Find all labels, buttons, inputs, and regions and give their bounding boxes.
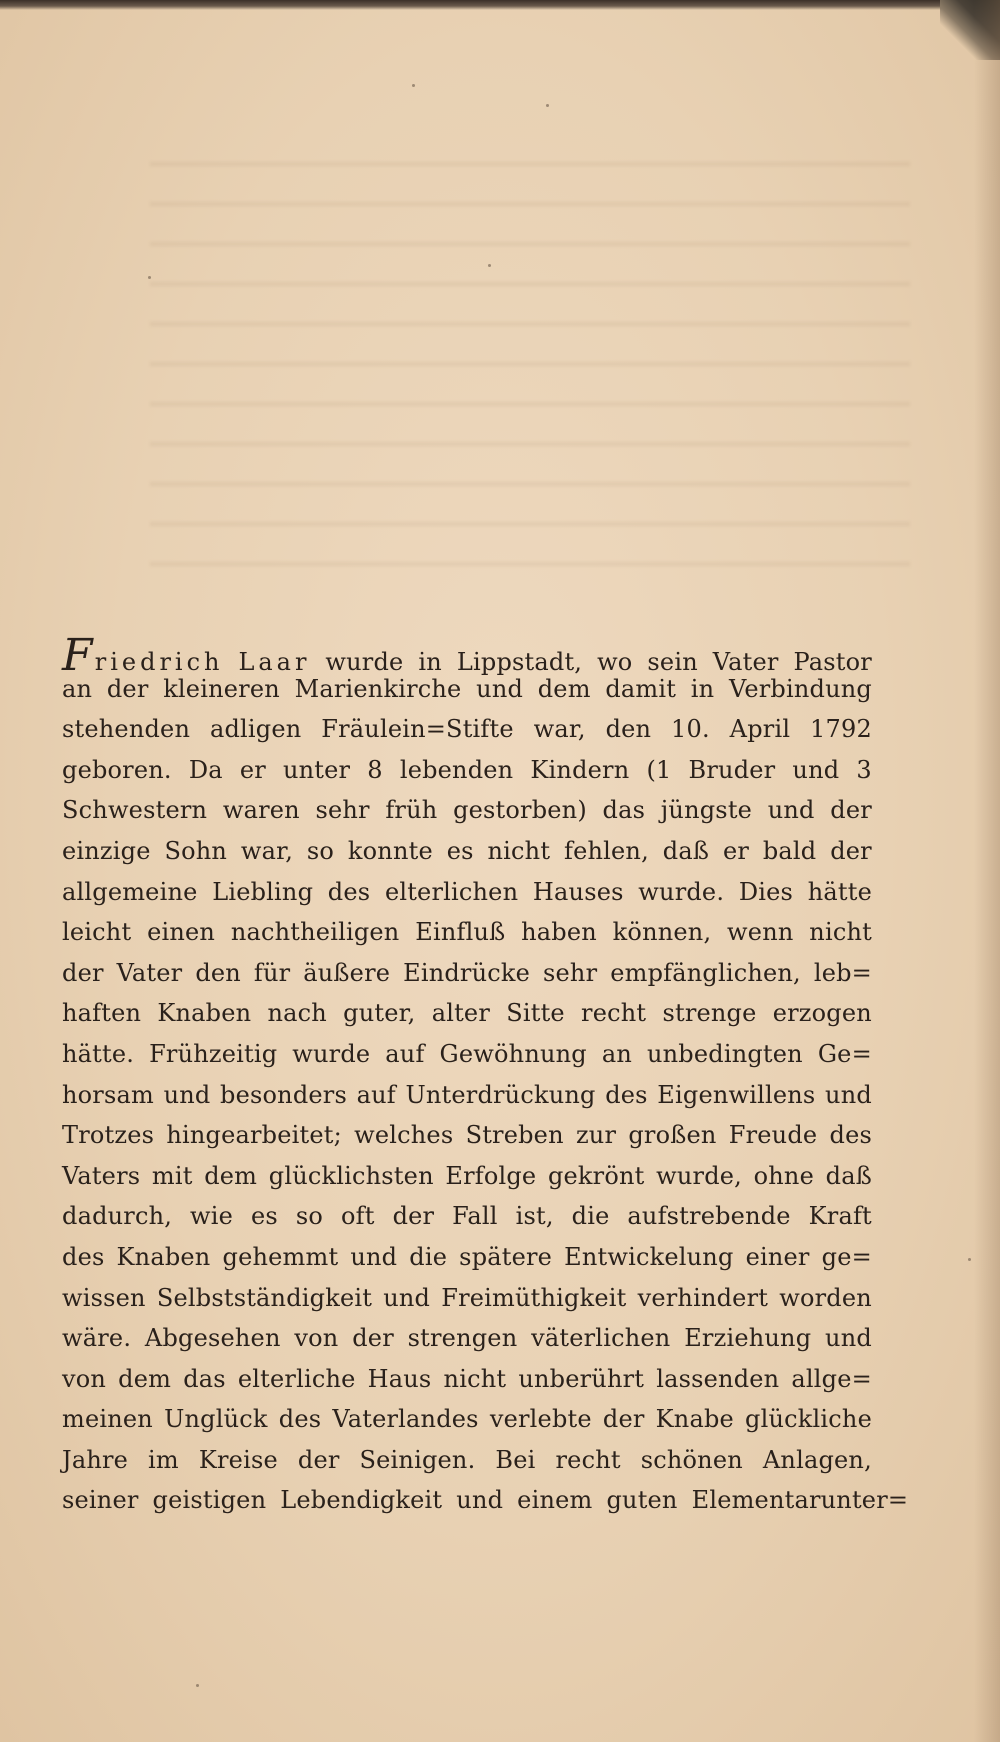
text-word: des — [829, 1121, 872, 1150]
text-word: worden — [779, 1283, 872, 1312]
text-word: Lippstadt, — [456, 648, 583, 676]
body-text — [62, 630, 909, 1527]
text-word: wurde. — [638, 877, 725, 906]
text-word: geistigen — [152, 1486, 267, 1515]
text-word: Bei — [495, 1445, 536, 1474]
text-word: die — [571, 1202, 610, 1231]
text-line — [62, 1365, 872, 1406]
text-line — [62, 1446, 872, 1487]
text-word: daß — [825, 1161, 872, 1190]
text-word: sehr — [543, 958, 598, 987]
text-word: Knaben — [157, 999, 252, 1028]
text-word: strengen — [407, 1324, 518, 1353]
text-word: welches — [354, 1121, 454, 1150]
text-word: konnte — [347, 836, 433, 865]
text-word: Knaben — [116, 1242, 211, 1271]
text-word: es — [446, 836, 474, 865]
text-word: Hauses — [532, 877, 624, 906]
text-word: Entwickelung — [564, 1242, 734, 1271]
text-word: Gewöhnung — [439, 1039, 587, 1068]
text-word: auf — [385, 1039, 425, 1068]
text-word: Schwestern — [62, 796, 208, 825]
text-word: hätte. — [62, 1039, 135, 1068]
text-word: der — [830, 836, 872, 865]
text-line — [62, 675, 872, 716]
paper-speck — [412, 84, 415, 87]
text-word: dadurch, — [62, 1202, 173, 1231]
text-word: glücklichsten — [268, 1161, 434, 1190]
text-word: Da — [188, 755, 223, 784]
text-word: glückliche — [745, 1405, 872, 1434]
text-word: und — [456, 1486, 504, 1515]
text-word: Kreise — [198, 1445, 278, 1474]
text-word: des — [62, 1242, 105, 1271]
text-word: Knabe — [655, 1405, 734, 1434]
text-word: guten — [606, 1486, 678, 1515]
text-word: wo — [597, 648, 633, 676]
text-word: 10. — [671, 715, 710, 744]
text-word: ge= — [821, 1242, 872, 1271]
text-word: Marienkirche — [294, 674, 462, 703]
text-word: oft — [341, 1202, 375, 1231]
text-word: Bruder — [688, 755, 776, 784]
text-word: recht — [555, 1445, 621, 1474]
text-word: Haus — [367, 1364, 432, 1393]
text-word: können, — [612, 918, 712, 947]
text-word: wie — [190, 1202, 234, 1231]
text-word: Vater — [712, 648, 779, 676]
text-word: dem — [204, 1161, 258, 1190]
text-word: sein — [647, 648, 698, 676]
text-word: und — [767, 796, 815, 825]
text-word: Vater — [116, 958, 183, 987]
text-word: Laar — [238, 648, 311, 676]
text-word: Elementarunter= — [691, 1486, 909, 1515]
text-word: er — [722, 836, 750, 865]
text-word: Frühzeitig — [149, 1039, 278, 1068]
text-word: so — [295, 1202, 324, 1231]
text-word: einem — [517, 1486, 593, 1515]
text-word: unberührt — [518, 1364, 645, 1393]
text-word: auf — [356, 1080, 396, 1109]
text-word: nicht — [487, 836, 551, 865]
text-word: elterlichen — [384, 877, 519, 906]
text-word: Trotzes — [62, 1121, 155, 1150]
text-word: Erziehung — [684, 1324, 812, 1353]
text-word: 8 — [367, 755, 383, 784]
text-word: und — [350, 1242, 398, 1271]
text-word: einzige — [62, 836, 151, 865]
bleed-through-text — [150, 140, 910, 580]
text-word: ohne — [753, 1161, 814, 1190]
text-word: Einfluß — [415, 918, 506, 947]
text-word: großen — [628, 1121, 717, 1150]
text-word: haben — [521, 918, 597, 947]
text-line — [62, 630, 872, 681]
text-line — [62, 959, 872, 1000]
text-word: wenn — [727, 918, 794, 947]
paper-speck — [148, 276, 151, 279]
text-word: von — [62, 1364, 107, 1393]
text-word: haften — [62, 999, 142, 1028]
text-word: des — [605, 1080, 648, 1109]
page-edge-shadow — [974, 0, 1000, 1742]
text-word: von — [294, 1324, 339, 1353]
text-word: Unterdrückung — [405, 1080, 596, 1109]
text-word: zur — [575, 1121, 617, 1150]
text-word: gekrönt — [547, 1161, 645, 1190]
text-word: Kraft — [808, 1202, 872, 1231]
text-word: alter — [431, 999, 491, 1028]
text-word: geboren. — [62, 755, 172, 784]
text-word: guter, — [343, 999, 416, 1028]
text-word: wurde, — [656, 1161, 742, 1190]
paper-speck — [196, 1684, 199, 1687]
text-word: dem — [537, 674, 591, 703]
text-word: besonders — [220, 1080, 347, 1109]
text-word: hingearbeitet; — [166, 1121, 342, 1150]
text-line — [62, 837, 872, 878]
text-word: nicht — [443, 1364, 507, 1393]
text-word: leicht — [62, 918, 132, 947]
text-word: leb= — [813, 958, 872, 987]
text-word: früh — [385, 796, 438, 825]
text-word: spätere — [459, 1242, 553, 1271]
text-word: einer — [745, 1242, 810, 1271]
text-word: erzogen — [772, 999, 872, 1028]
text-word: väterlichen — [531, 1324, 671, 1353]
paper-speck — [968, 1258, 971, 1261]
text-word: waren — [222, 796, 300, 825]
text-word: 1792 — [810, 715, 872, 744]
text-word: nachtheiligen — [230, 918, 400, 947]
text-word: Streben — [465, 1121, 564, 1150]
text-line — [62, 1243, 872, 1284]
paper-speck — [488, 264, 491, 267]
text-word: Freimüthigkeit — [441, 1283, 627, 1312]
text-word: horsam — [62, 1080, 154, 1109]
text-word: das — [183, 1364, 226, 1393]
text-word: des — [327, 877, 371, 906]
text-word: Jahre — [62, 1445, 129, 1474]
text-word: Vaterlandes — [332, 1405, 479, 1434]
text-word: empfänglichen, — [610, 958, 801, 987]
text-word: die — [409, 1242, 448, 1271]
text-word: sehr — [315, 796, 370, 825]
text-word: Dies — [738, 877, 794, 906]
text-word: der — [602, 1405, 645, 1434]
text-word: wissen — [62, 1283, 146, 1312]
text-word: aufstrebende — [627, 1202, 791, 1231]
text-word: unbedingten — [646, 1039, 803, 1068]
text-word: äußere — [303, 958, 391, 987]
paper-speck — [546, 104, 549, 107]
text-word: 3 — [856, 755, 872, 784]
text-word: der — [297, 1445, 340, 1474]
text-word: Kindern — [530, 755, 630, 784]
text-word: nach — [267, 999, 327, 1028]
text-word: hätte — [807, 877, 872, 906]
text-word: Sohn — [164, 836, 228, 865]
text-line — [62, 1162, 872, 1203]
text-word: im — [148, 1445, 179, 1474]
text-word: wäre. — [62, 1324, 132, 1353]
text-word: (1 — [646, 755, 672, 784]
text-word: der — [830, 796, 872, 825]
text-word: seiner — [62, 1486, 139, 1515]
text-word: und — [825, 1080, 872, 1109]
text-word: und — [383, 1283, 431, 1312]
text-word: meinen — [62, 1405, 153, 1434]
text-line — [62, 1081, 872, 1122]
text-word: Selbstständigkeit — [156, 1283, 373, 1312]
text-word: schönen — [640, 1445, 743, 1474]
text-word: Vaters — [62, 1161, 141, 1190]
text-word: mit — [151, 1161, 193, 1190]
text-word: Fall — [452, 1202, 498, 1231]
text-word: verlebte — [489, 1405, 592, 1434]
text-word: allge= — [791, 1364, 872, 1393]
text-word: und — [825, 1324, 872, 1353]
first-word-rest: riedrich — [94, 648, 224, 676]
text-word — [62, 630, 224, 681]
text-word: April — [729, 715, 791, 744]
text-word: Unglück — [164, 1405, 268, 1434]
text-word: so — [306, 836, 335, 865]
page-top-edge — [0, 0, 1000, 10]
text-word: lebenden — [399, 755, 514, 784]
text-word: Fräulein=Stifte — [321, 715, 514, 744]
text-word: der — [352, 1324, 394, 1353]
text-word: Erfolge — [445, 1161, 537, 1190]
text-word: das — [602, 796, 646, 825]
text-line — [62, 1040, 872, 1081]
text-word: den — [195, 958, 241, 987]
text-word: Anlagen, — [762, 1445, 872, 1474]
text-word: und — [163, 1080, 211, 1109]
text-line — [62, 1324, 872, 1365]
text-line — [62, 796, 872, 837]
text-line — [62, 878, 872, 919]
text-word: daß — [662, 836, 710, 865]
text-word: der — [392, 1202, 435, 1231]
text-word: Abgesehen — [144, 1324, 281, 1353]
text-word: und — [792, 755, 840, 784]
text-word: für — [253, 958, 291, 987]
text-word: in — [418, 648, 442, 676]
text-word: der — [106, 674, 149, 703]
text-word: Eindrücke — [403, 958, 531, 987]
text-word: den — [605, 715, 652, 744]
text-word: jüngste — [660, 796, 753, 825]
text-word: Sitte — [506, 999, 565, 1028]
text-word: gestorben) — [453, 796, 587, 825]
text-word: einen — [147, 918, 216, 947]
text-word: gehemmt — [222, 1242, 339, 1271]
text-word: an — [62, 674, 93, 703]
text-line — [62, 756, 872, 797]
drop-cap: F — [62, 630, 93, 681]
text-line — [62, 918, 872, 959]
text-word: damit — [605, 674, 677, 703]
text-word: recht — [581, 999, 647, 1028]
text-word: verhindert — [637, 1283, 769, 1312]
text-line — [62, 1486, 909, 1527]
text-word: Lebendigkeit — [280, 1486, 443, 1515]
text-word: er — [239, 755, 266, 784]
text-word: Liebling — [212, 877, 314, 906]
text-word: an — [601, 1039, 633, 1068]
text-word: dem — [118, 1364, 172, 1393]
text-word: und — [476, 674, 524, 703]
text-word: nicht — [809, 918, 872, 947]
text-line — [62, 1284, 872, 1325]
text-word: des — [278, 1405, 322, 1434]
text-word: adligen — [209, 715, 302, 744]
text-word: es — [251, 1202, 278, 1231]
text-word: wurde — [325, 648, 404, 676]
text-word: Pastor — [793, 648, 872, 676]
text-word: war, — [533, 715, 586, 744]
text-line — [62, 1121, 872, 1162]
text-word: allgemeine — [62, 877, 198, 906]
text-word: ist, — [515, 1202, 554, 1231]
text-word: der — [62, 958, 104, 987]
text-word: Ge= — [817, 1039, 872, 1068]
text-word: lassenden — [656, 1364, 780, 1393]
text-word: kleineren — [163, 674, 280, 703]
text-word: unter — [282, 755, 351, 784]
text-word: Verbindung — [729, 674, 872, 703]
text-word: war, — [240, 836, 294, 865]
text-word: stehenden — [62, 715, 191, 744]
text-word: wurde — [292, 1039, 371, 1068]
text-word: elterliche — [237, 1364, 356, 1393]
text-word: Eigenwillens — [657, 1080, 816, 1109]
text-line — [62, 715, 872, 756]
text-line — [62, 999, 872, 1040]
text-word: Seinigen. — [359, 1445, 476, 1474]
text-word: bald — [762, 836, 817, 865]
text-word: Freude — [728, 1121, 818, 1150]
text-word: strenge — [662, 999, 757, 1028]
text-word: fehlen, — [564, 836, 649, 865]
text-line — [62, 1202, 872, 1243]
text-line — [62, 1405, 872, 1446]
text-word: in — [690, 674, 715, 703]
